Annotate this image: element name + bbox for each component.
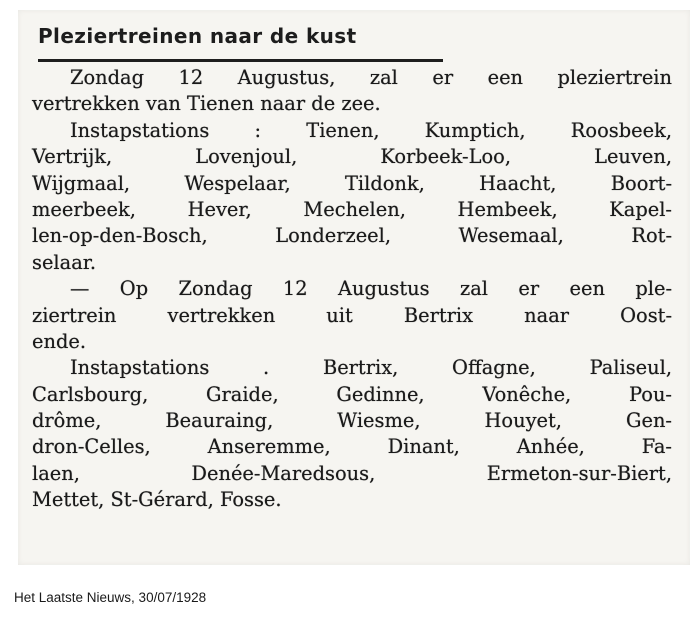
article-line: Instapstations : Tienen, Kumptich, Roosbeek,	[70, 118, 672, 142]
article-line: len-op-den-Bosch, Londerzeel, Wesemaal, Rot-	[32, 224, 672, 248]
article-line: ziertrein vertrekken uit Bertrix naar Oost-	[32, 303, 672, 327]
article-line: Zondag 12 Augustus, zal er een pleziertrein	[70, 66, 672, 89]
article-body	[32, 65, 672, 514]
article-line: vertrekken van Tienen naar de zee.	[32, 92, 381, 116]
article-line: Wijgmaal, Wespelaar, Tildonk, Haacht, Boort-	[32, 171, 672, 195]
article-line: meerbeek, Hever, Mechelen, Hembeek, Kapel-	[32, 197, 672, 221]
article-line: selaar.	[32, 250, 97, 274]
article-line: Vertrijk, Lovenjoul, Korbeek-Loo, Leuven,	[32, 145, 672, 169]
article-line: Instapstations . Bertrix, Offagne, Paliseul,	[70, 356, 672, 380]
article-headline: Pleziertreinen naar de kust	[38, 24, 357, 48]
source-caption: Het Laatste Nieuws, 30/07/1928	[14, 590, 207, 605]
headline-rule	[38, 59, 443, 62]
article-line: — Op Zondag 12 Augustus zal er een ple-	[70, 277, 672, 301]
article-line: drôme, Beauraing, Wiesme, Houyet, Gen-	[32, 409, 672, 433]
article-line: laen, Denée-Maredsous, Ermeton-sur-Biert,	[32, 461, 672, 485]
article-line: Carlsbourg, Graide, Gedinne, Vonêche, Pou-	[32, 382, 672, 406]
article-line: ende.	[32, 329, 87, 353]
article-line: Mettet, St-Gérard, Fosse.	[32, 488, 282, 512]
article-line: dron-Celles, Anseremme, Dinant, Anhée, Fa-	[32, 435, 672, 459]
newspaper-clipping	[18, 10, 690, 565]
